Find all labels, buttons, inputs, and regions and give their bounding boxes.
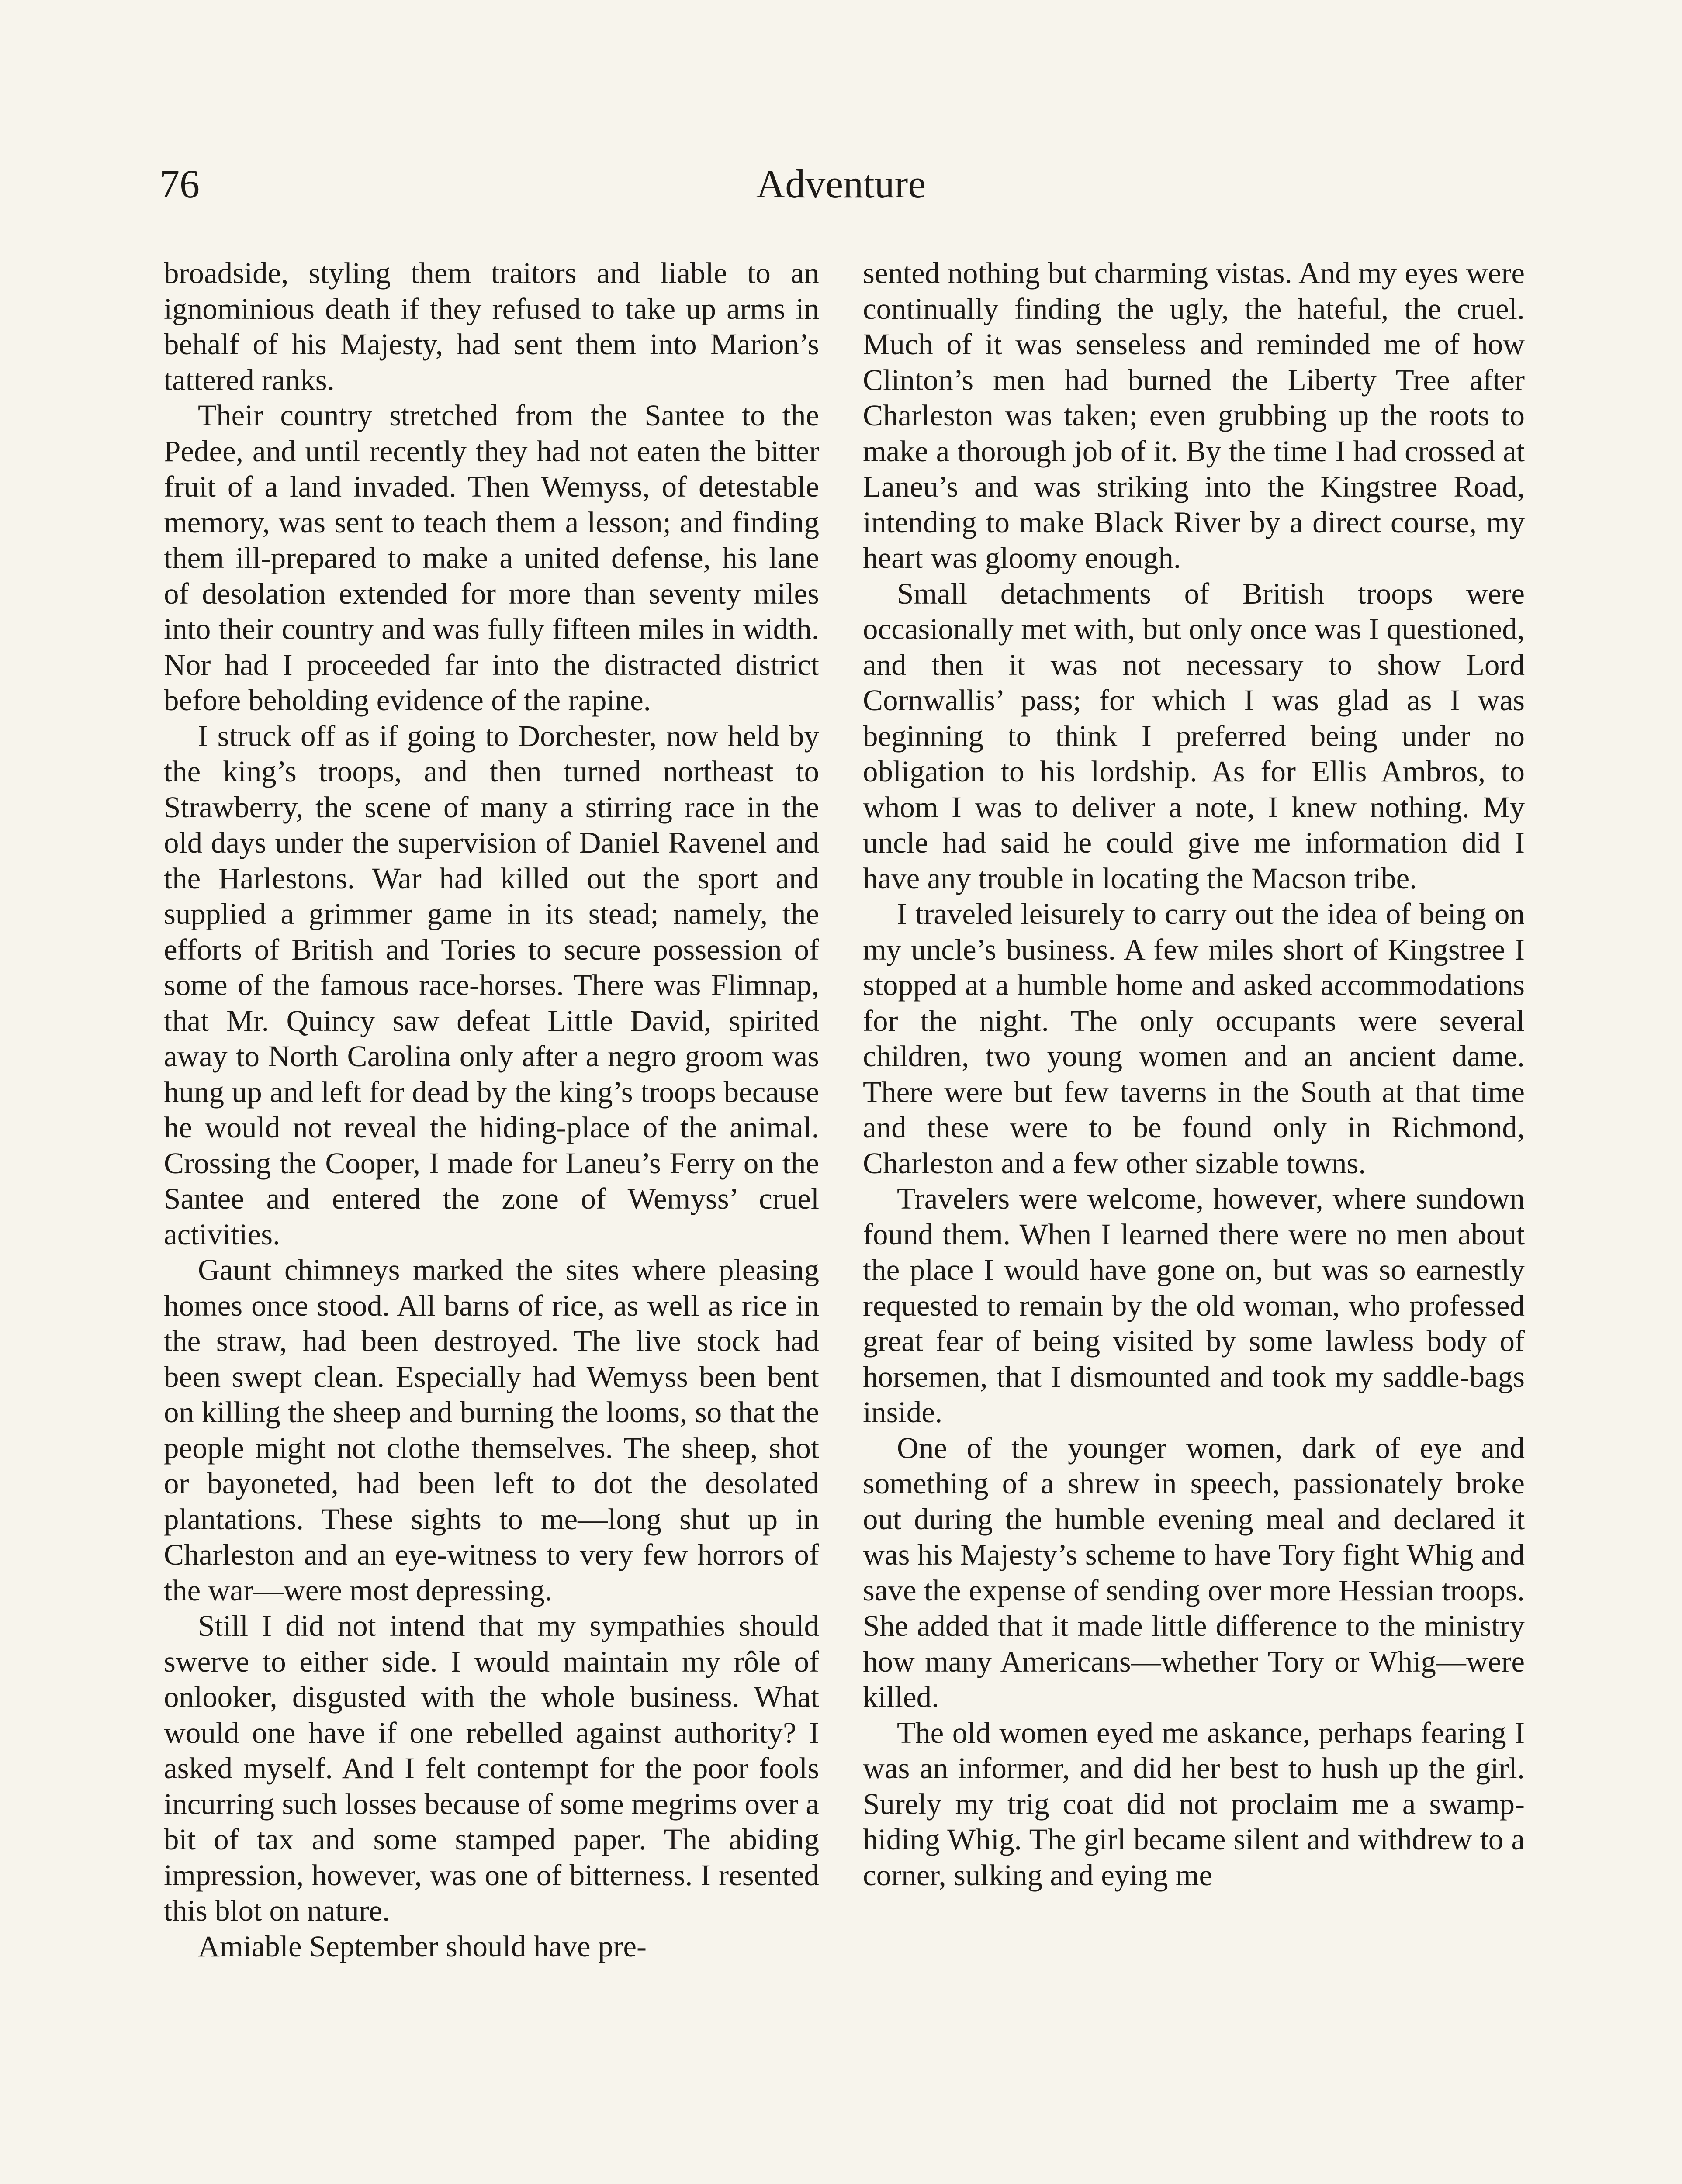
paragraph: Their country stretched from the Santee to the Pedee, and until recently they had not eaten the bitter fruit of a land invaded. Then Wemyss, of detestable memory, was sent to teach them a lesson; and finding them ill-prepared to make a united defense, his lane of desolation extended for more than seventy miles into their country and was fully fifteen miles in width. Nor had I proceeded far into the distracted district before beholding evidence of the rapine. <box>164 399 819 717</box>
paragraph: Still I did not intend that my sympathies should swerve to either side. I would maintain my rôle of onlooker, disgusted with the whole business. What would one have if one rebelled against authority? I asked myself. And I felt contempt for the poor fools incurring such losses because of some megrims over a bit of tax and some stamped paper. The abiding impression, however, was one of bitterness. I resented this blot on nature. <box>164 1609 819 1927</box>
paragraph: I struck off as if going to Dorchester, now held by the king’s troops, and then turned northeast to Strawberry, the scene of many a stirring race in the old days under the supervision of Daniel Ravenel and the Harlestons. War had killed out the sport and supplied a grimmer game in its stead; namely, the efforts of British and Tories to secure possession of some of the famous race-horses. There was Flimnap, that Mr. Quincy saw defeat Little David, spirited away to North Carolina only after a negro groom was hung up and left for dead by the king’s troops because he would not reveal the hiding-place of the animal. Crossing the Cooper, I made for Laneu’s Ferry on the Santee and entered the zone of Wemyss’ cruel activities. <box>164 719 819 1251</box>
right-column <box>863 256 1525 1893</box>
paragraph: Travelers were welcome, however, where sundown found them. When I learned there were no men about the place I would have gone on, but was so earnestly requested to remain by the old woman, who professed great fear of being visited by some lawless body of horsemen, that I dismounted and took my saddle-bags inside. <box>863 1182 1525 1429</box>
paragraph: The old women eyed me askance, perhaps fearing I was an informer, and did her best to hush up the girl. Surely my trig coat did not proclaim me a swamp-hiding Whig. The girl became silent and withdrew to a corner, sulking and eying me <box>863 1716 1525 1892</box>
paragraph: Gaunt chimneys marked the sites where pleasing homes once stood. All barns of rice, as well as rice in the straw, had been destroyed. The live stock had been swept clean. Especially had Wemyss been bent on killing the sheep and burning the looms, so that the people might not clothe themselves. The sheep, shot or bayoneted, had been left to dot the desolated plantations. These sights to me—long shut up in Charleston and an eye-witness to very few horrors of the war—were most depressing. <box>164 1253 819 1607</box>
running-head-title: Adventure <box>756 162 926 206</box>
paragraph: Amiable September should have pre- <box>198 1929 647 1963</box>
paragraph: Small detachments of British troops were occasionally met with, but only once was I questioned, and then it was not necessary to show Lord Cornwallis’ pass; for which I was glad as I was beginning to think I preferred being under no obligation to his lordship. As for Ellis Ambros, to whom I was to deliver a note, I knew nothing. My uncle had said he could give me information did I have any trouble in locating the Macson tribe. <box>863 577 1525 895</box>
paragraph: I traveled leisurely to carry out the idea of being on my uncle’s business. A few miles short of Kingstree I stopped at a humble home and asked accommodations for the night. The only occupants were several children, two young women and an ancient dame. There were but few taverns in the South at that time and these were to be found only in Richmond, Charleston and a few other sizable towns. <box>863 897 1525 1180</box>
paragraph: sented nothing but charming vistas. And my eyes were continually finding the ugly, the hateful, the cruel. Much of it was senseless and reminded me of how Clinton’s men had burned the Liberty Tree after Charleston was taken; even grubbing up the roots to make a thorough job of it. By the time I had crossed at Laneu’s and was striking into the Kingstree Road, intending to make Black River by a direct course, my heart was gloomy enough. <box>863 256 1525 574</box>
left-column <box>164 256 819 1964</box>
page-number: 76 <box>159 162 200 206</box>
paragraph: broadside, styling them traitors and liable to an ignominious death if they refused to take up arms in behalf of his Majesty, had sent them into Marion’s tattered ranks. <box>164 256 819 397</box>
paragraph: One of the younger women, dark of eye and something of a shrew in speech, passionately broke out during the humble evening meal and declared it was his Majesty’s scheme to have Tory fight Whig and save the expense of sending over more Hessian troops. She added that it made little difference to the ministry how many Americans—whether Tory or Whig—were killed. <box>863 1431 1525 1714</box>
